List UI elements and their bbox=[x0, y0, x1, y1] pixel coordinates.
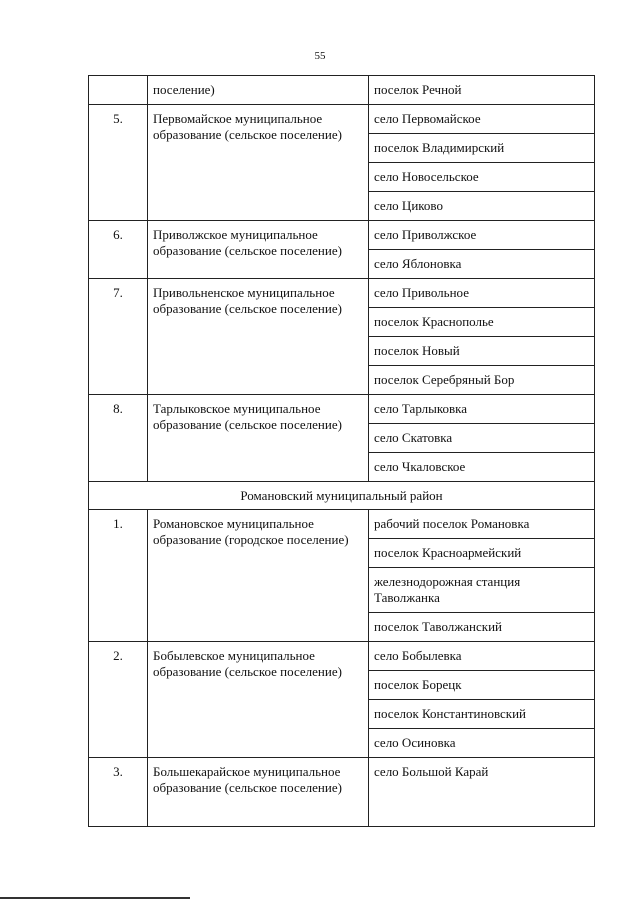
page-number: 55 bbox=[314, 50, 326, 62]
settlement-name: село Осиновка bbox=[369, 729, 595, 758]
municipality-name: Первомайское муниципальное образование (сельское поселение) bbox=[148, 105, 369, 221]
settlement-name: село Яблоновка bbox=[369, 250, 595, 279]
settlements-table bbox=[88, 75, 595, 827]
municipality-name: Привольненское муниципальное образование (сельское поселение) bbox=[148, 279, 369, 395]
settlement-name: поселок Таволжанский bbox=[369, 613, 595, 642]
settlement-name: село Скатовка bbox=[369, 424, 595, 453]
district-row bbox=[89, 482, 595, 510]
settlement-name: село Новосельское bbox=[369, 163, 595, 192]
settlement-name: село Бобылевка bbox=[369, 642, 595, 671]
row-number: 7. bbox=[89, 279, 148, 395]
settlement-name: железнодорожная станция Таволжанка bbox=[369, 568, 595, 613]
table-row bbox=[89, 221, 595, 250]
municipality-name: Большекарайское муниципальное образование (сельское поселение) bbox=[148, 758, 369, 827]
settlement-name: поселок Борецк bbox=[369, 671, 595, 700]
settlement-name: село Первомайское bbox=[369, 105, 595, 134]
settlement-name: село Привольное bbox=[369, 279, 595, 308]
settlement-name: село Чкаловское bbox=[369, 453, 595, 482]
table-row bbox=[89, 76, 595, 105]
settlement-name: село Циково bbox=[369, 192, 595, 221]
row-number: 5. bbox=[89, 105, 148, 221]
table-row bbox=[89, 105, 595, 134]
settlement-name: село Приволжское bbox=[369, 221, 595, 250]
municipality-name: Бобылевское муниципальное образование (сельское поселение) bbox=[148, 642, 369, 758]
row-number: 2. bbox=[89, 642, 148, 758]
row-number: 6. bbox=[89, 221, 148, 279]
settlement-name: поселок Краснополье bbox=[369, 308, 595, 337]
settlement-name: село Тарлыковка bbox=[369, 395, 595, 424]
table-row bbox=[89, 395, 595, 424]
district-heading: Романовский муниципальный район bbox=[89, 482, 595, 510]
table-row bbox=[89, 642, 595, 671]
settlement-name: село Большой Карай bbox=[369, 758, 595, 827]
table-row bbox=[89, 758, 595, 827]
settlement-name: поселок Речной bbox=[369, 76, 595, 105]
municipality-name: поселение) bbox=[148, 76, 369, 105]
row-number: 1. bbox=[89, 510, 148, 642]
row-number bbox=[89, 76, 148, 105]
settlement-name: поселок Серебряный Бор bbox=[369, 366, 595, 395]
settlement-name: поселок Владимирский bbox=[369, 134, 595, 163]
footnote-rule bbox=[0, 897, 190, 899]
table-row bbox=[89, 279, 595, 308]
municipality-name: Тарлыковское муниципальное образование (сельское поселение) bbox=[148, 395, 369, 482]
settlement-name: рабочий поселок Романовка bbox=[369, 510, 595, 539]
municipality-name: Романовское муниципальное образование (городское поселение) bbox=[148, 510, 369, 642]
table-row bbox=[89, 510, 595, 539]
settlement-name: поселок Новый bbox=[369, 337, 595, 366]
settlement-name: поселок Красноармейский bbox=[369, 539, 595, 568]
row-number: 8. bbox=[89, 395, 148, 482]
settlement-name: поселок Константиновский bbox=[369, 700, 595, 729]
row-number: 3. bbox=[89, 758, 148, 827]
municipality-name: Приволжское муниципальное образование (сельское поселение) bbox=[148, 221, 369, 279]
